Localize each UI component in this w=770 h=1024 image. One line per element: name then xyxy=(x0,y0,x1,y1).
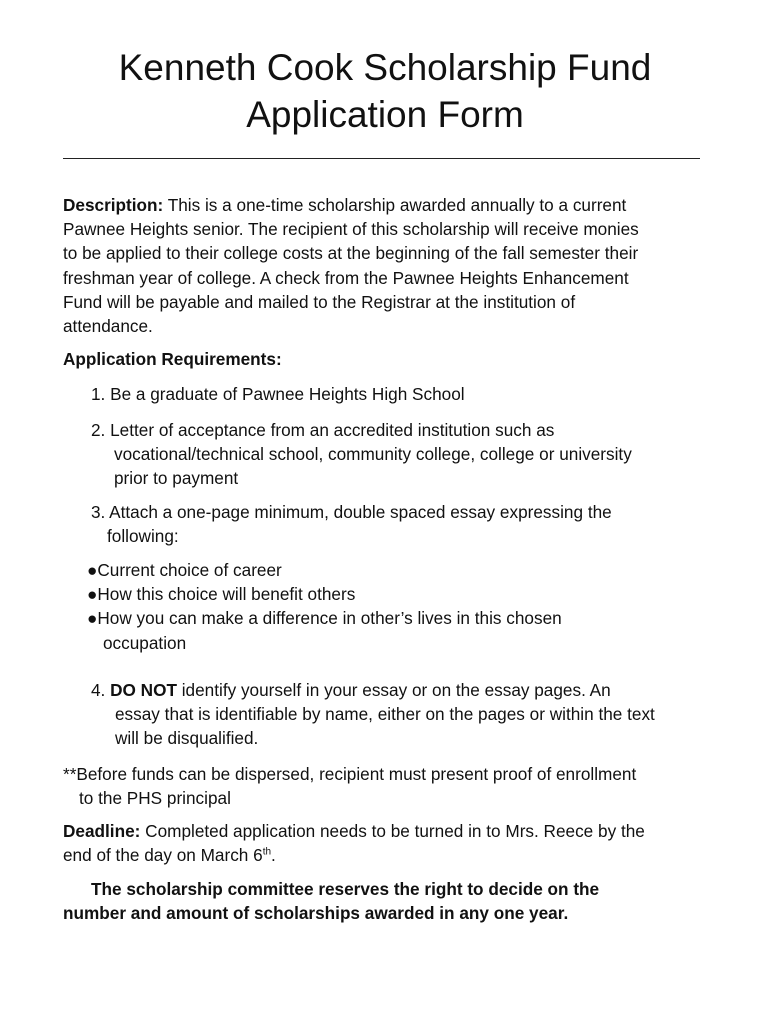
deadline-paragraph xyxy=(63,819,723,867)
description-paragraph xyxy=(63,193,713,338)
requirement-item-3-line-2: following: xyxy=(107,526,179,547)
requirement-item-4-line-2: essay that is identifiable by name, either on the pages or within the text xyxy=(115,704,655,725)
committee-line-1: The scholarship committee reserves the right to decide on the xyxy=(91,879,600,899)
description-label: Description: xyxy=(63,195,164,215)
requirement-item-4-number: 4. xyxy=(91,680,111,700)
requirement-item-4-line-3: will be disqualified. xyxy=(115,728,259,749)
requirement-item-3 xyxy=(91,500,711,548)
description-line-5: Fund will be payable and mailed to the Registrar at the institution of xyxy=(63,291,576,312)
bullet-make-difference: ●How you can make a difference in other’s lives in this chosen xyxy=(87,608,562,629)
description-line-6: attendance. xyxy=(63,316,153,337)
requirement-item-2-line-2: vocational/technical school, community college, college or university xyxy=(114,444,632,465)
deadline-line-2-end: . xyxy=(271,845,276,866)
description-line-4: freshman year of college. A check from the Pawnee Heights Enhancement xyxy=(63,267,629,288)
deadline-line-2: end of the day on March 6 xyxy=(63,845,263,866)
committee-statement xyxy=(63,877,723,925)
bullet-make-difference-cont: occupation xyxy=(103,632,187,653)
deadline-label: Deadline: xyxy=(63,821,141,841)
description-line-1: This is a one-time scholarship awarded annually to a current xyxy=(163,195,627,215)
description-line-3: to be applied to their college costs at the beginning of the fall semester their xyxy=(63,243,639,264)
deadline-line-1: Completed application needs to be turned in to Mrs. Reece by the xyxy=(140,821,645,841)
page-title xyxy=(0,44,770,138)
requirement-item-4 xyxy=(91,678,721,751)
description-line-2: Pawnee Heights senior. The recipient of this scholarship will receive monies xyxy=(63,219,639,240)
requirement-item-2-line-3: prior to payment xyxy=(114,468,239,489)
requirement-item-2 xyxy=(91,418,711,491)
enrollment-note-line-1: **Before funds can be dispersed, recipient must present proof of enrollment xyxy=(63,764,637,784)
requirement-item-1: 1. Be a graduate of Pawnee Heights High School xyxy=(91,384,465,404)
essay-bullet-list xyxy=(87,558,707,655)
enrollment-note xyxy=(63,762,723,810)
committee-line-2: number and amount of scholarships awarded in any one year. xyxy=(63,903,569,924)
bullet-benefit-others: ●How this choice will benefit others xyxy=(87,584,356,605)
requirement-item-3-line-1: 3. Attach a one-page minimum, double spaced essay expressing the xyxy=(91,502,612,522)
enrollment-note-line-2: to the PHS principal xyxy=(79,788,231,809)
requirement-item-2-line-1: 2. Letter of acceptance from an accredited institution such as xyxy=(91,420,555,440)
title-line-1: Kenneth Cook Scholarship Fund xyxy=(118,47,652,88)
title-divider xyxy=(63,158,700,159)
requirement-item-4-line-1: identify yourself in your essay or on the essay pages. An xyxy=(176,680,611,700)
title-line-2: Application Form xyxy=(246,94,524,135)
deadline-date-suffix: th xyxy=(262,846,272,858)
requirements-heading: Application Requirements: xyxy=(63,349,282,369)
requirement-item-4-emphasis: DO NOT xyxy=(110,680,177,700)
bullet-current-career: ●Current choice of career xyxy=(87,560,282,580)
